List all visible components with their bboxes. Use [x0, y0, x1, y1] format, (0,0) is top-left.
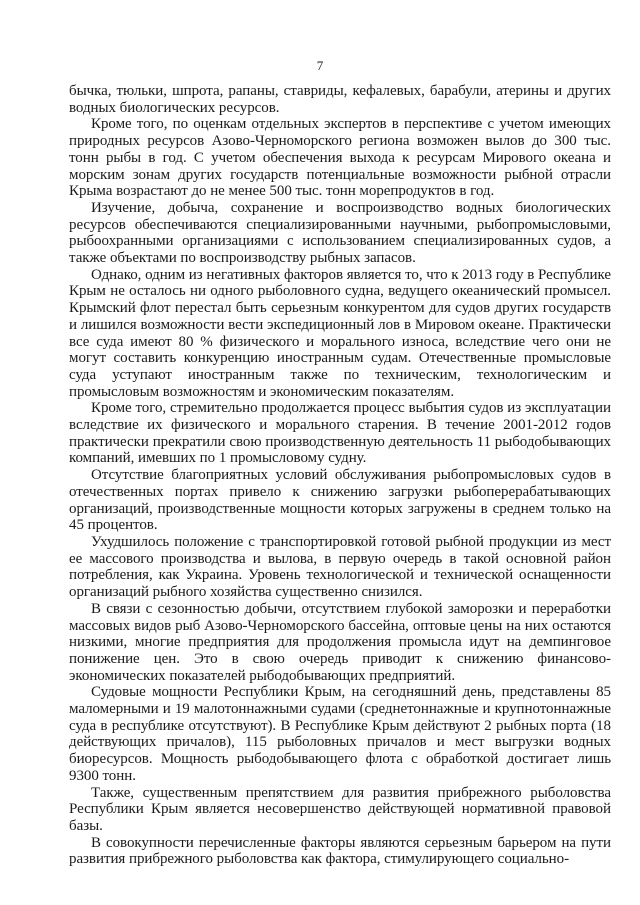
page-number: 7	[316, 58, 324, 73]
paragraph-port-services: Отсутствие благоприятных условий обслуживания рыбопромысловых судов в отечественных портах привело к снижению загрузки рыбоперерабатывающих организаций, производственные мощности которых загружены в среднем только на 45 процентов.	[69, 467, 611, 534]
paragraph-fleet-capacity: Судовые мощности Республики Крым, на сегодняшний день, представлены 85 маломерными и 19 малотоннажными судами (среднетоннажные и крупнотоннажные суда в республике отсутствуют). В Республике Крым действуют 2 рыбных порта (18 действующих причалов), 115 рыболовных причалов и мест выгрузки водных биоресурсов. Мощность рыбодобывающего флота с обработкой достигает лишь 9300 тонн.	[69, 684, 611, 784]
paragraph-catch-potential: Кроме того, по оценкам отдельных экспертов в перспективе с учетом имеющих природных ресурсов Азово-Черноморского региона возможен вылов до 300 тыс. тонн рыбы в год. С учетом обеспечения выхода к ресурсам Мирового океана и морским зонам других государств потенциальные возможности рыбной отрасли Крыма возрастают до не менее 500 тыс. тонн морепродуктов в год.	[69, 116, 611, 200]
paragraph-vessel-retirement: Кроме того, стремительно продолжается процесс выбытия судов из эксплуатации вследствие их физического и морального старения. В течение 2001-2012 годов практически прекратили свою производственную деятельность 11 рыбодобывающих компаний, имевших по 1 промысловому судну.	[69, 400, 611, 467]
paragraph-seasonality-prices: В связи с сезонностью добычи, отсутствием глубокой заморозки и переработки массовых видов рыб Азово-Черноморского бассейна, оптовые цены на них остаются низкими, многие предприятия для продолжения промысла идут на демпинговое понижение цен. Это в свою очередь приводит к снижению финансово-экономических показателей рыбодобывающих предприятий.	[69, 600, 611, 684]
paragraph-regulatory-obstacles: Также, существенным препятствием для развития прибрежного рыболовства Республики Крым является несовершенство действующей нормативной правовой базы.	[69, 784, 611, 834]
paragraph-transport-issues: Ухудшилось положение с транспортировкой готовой рыбной продукции из мест ее массового производства и вылова, в первую очередь в такой основной район потребления, как Украина. Уровень технологической и технической оснащенности организаций рыбного хозяйства существенно снизился.	[69, 533, 611, 601]
paragraph-summary-barriers: В совокупности перечисленные факторы являются серьезным барьером на пути развития прибрежного рыболовства как фактора, стимулирующего социально-	[69, 834, 611, 868]
paragraph-research-organizations: Изучение, добыча, сохранение и воспроизводство водных биологических ресурсов обеспечиваются специализированными научными, рыбопромысловыми, рыбоохранными организациями с использованием специализированных судов, а также объектами по воспроизводству рыбных запасов.	[69, 199, 611, 267]
paragraph-fleet-decline: Однако, одним из негативных факторов является то, что к 2013 году в Республике Крым не осталось ни одного рыболовного судна, ведущего океанический промысел. Крымский флот перестал быть серьезным конкурентом для судов других государств и лишился возможности вести экспедиционный лов в Мировом океане. Практически все суда имеют 80 % физического и морального износа, вследствие чего они не могут составить конкуренцию иностранным судам. Отечественные промысловые суда уступают иностранным также по техническим, технологическим и промысловым возможностям и экономическим показателям.	[69, 266, 611, 400]
paragraph-fish-species-continuation: бычка, тюльки, шпрота, рапаны, ставриды, кефалевых, барабули, атерины и других водных биологических ресурсов.	[69, 83, 611, 116]
document-body	[69, 83, 611, 868]
